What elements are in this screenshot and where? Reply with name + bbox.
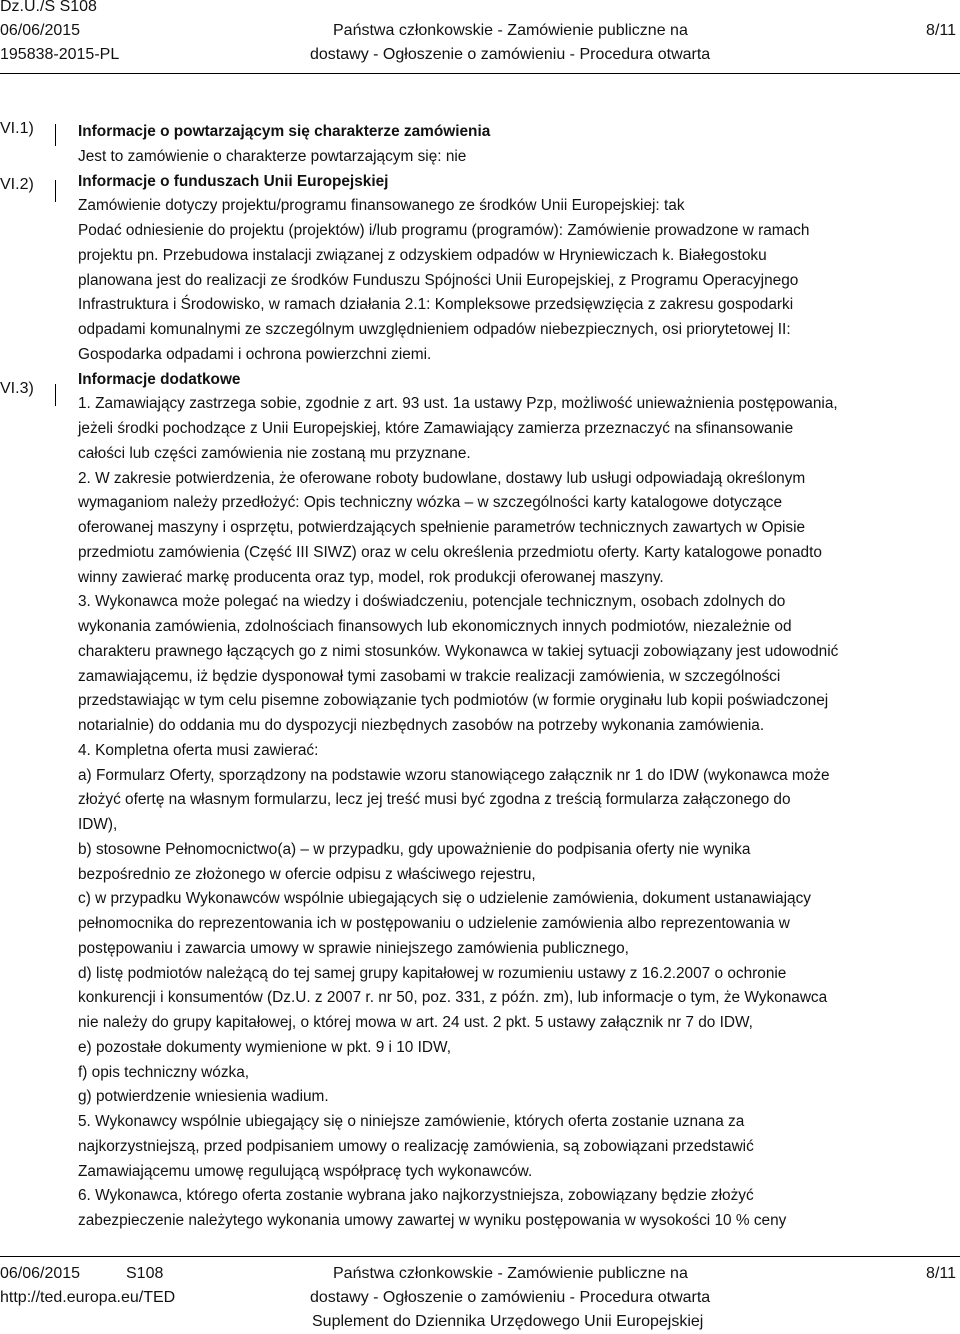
text-line: 4. Kompletna oferta musi zawierać: xyxy=(78,741,319,759)
text-line: odpadami komunalnymi ze szczególnym uwzględnieniem odpadów niebezpiecznych, osi priorytetowej II: xyxy=(78,321,791,338)
header-title-line2: dostawy - Ogłoszenie o zamówieniu - Procedura otwarta xyxy=(310,46,711,63)
text-line: f) opis techniczny wózka, xyxy=(78,1063,250,1081)
text-line: najkorzystniejszą, przed podpisaniem umowy o realizację zamówienia, są zobowiązani przedstawić xyxy=(78,1137,754,1155)
text-line: winny zawierać markę producenta oraz typ, model, rok produkcji oferowanej maszyny. xyxy=(78,568,664,586)
text-line: postępowaniu i zawarcia umowy w sprawie niniejszego zamówienia publicznego, xyxy=(78,939,629,957)
text-line: przedmiotu zamówienia (Część III SIWZ) oraz w celu określenia przedmiotu oferty. Karty katalogowe ponadto xyxy=(78,543,822,561)
text-line: wymaganiom należy przedłożyć: Opis techniczny wózka – w szczególności karty katalogowe dotyczące xyxy=(78,494,783,512)
footer-title-line1: Państwa członkowskie - Zamówienie publiczne na xyxy=(333,1265,688,1282)
text-line: e) pozostałe dokumenty wymienione w pkt. 9 i 10 IDW, xyxy=(78,1038,451,1056)
footer-title-line3: Suplement do Dziennika Urzędowego Unii Europejskiej xyxy=(312,1313,704,1330)
text-line: c) w przypadku Wykonawców wspólnie ubiegających się o udzielenie zamówienia, dokument ustanawiający xyxy=(78,890,812,908)
text-line: całości lub części zamówienia nie zostaną mu przyznane. xyxy=(78,444,471,462)
text-line: g) potwierdzenie wniesienia wadium. xyxy=(78,1088,329,1106)
header-date: 06/06/2015 xyxy=(0,22,81,39)
text-line: planowana jest do realizacji ze środków Funduszu Spójności Unii Europejskiej, z Programu Operacyjnego xyxy=(78,271,799,289)
footer-divider xyxy=(0,1256,960,1257)
text-line: konkurencji i konsumentów (Dz.U. z 2007 r. nr 50, poz. 331, z późn. zm), lub informacje o tym, że Wykonawca xyxy=(78,989,828,1007)
section-divider-vi1 xyxy=(55,124,56,146)
header-title-line1: Państwa członkowskie - Zamówienie publiczne na xyxy=(333,22,688,39)
footer-date: 06/06/2015 xyxy=(0,1265,81,1282)
text-line: Infrastruktura i Środowisko, w ramach działania 2.1: Kompleksowe przedsięwzięcia z zakresu gospodarki xyxy=(78,296,794,314)
text-line: bezpośrednio ze złożonego w ofercie odpisu z właściwego rejestru, xyxy=(78,865,536,883)
text-line: wykonania zamówienia, zdolnościach finansowych lub ekonomicznych innych podmiotów, niezależnie od xyxy=(78,618,792,635)
footer-ted-link[interactable]: http://ted.europa.eu/TED xyxy=(0,1289,176,1306)
text-line: 1. Zamawiający zastrzega sobie, zgodnie z art. 93 ust. 1a ustawy Pzp, możliwość unieważnienia postępowania, xyxy=(78,395,838,413)
footer-title-line2: dostawy - Ogłoszenie o zamówieniu - Procedura otwarta xyxy=(310,1289,711,1306)
text-line: przedstawiając w tym celu pisemne zobowiązanie tych podmiotów (w formie oryginału lub kopii poświadczonej xyxy=(78,692,829,710)
text-line: 5. Wykonawcy wspólnie ubiegający się o niniejsze zamówienie, których oferta zostanie uznana za xyxy=(78,1113,745,1130)
text-line: d) listę podmiotów należącą do tej samej grupy kapitałowej w rozumieniu ustawy z 16.2.2007 o ochronie xyxy=(78,964,787,982)
footer-series: S108 xyxy=(126,1265,164,1282)
text-line: oferowanej maszyny i osprzętu, potwierdzających spełnienie parametrów technicznych zawartych w Opisie xyxy=(78,519,806,536)
section-heading: Informacje dodatkowe xyxy=(78,370,241,388)
text-line: nie należy do grupy kapitałowej, o której mowa w art. 24 ust. 2 pkt. 5 ustawy załącznik nr 7 do IDW, xyxy=(78,1014,753,1031)
section-label-vi1: VI.1) xyxy=(0,120,34,137)
header-divider xyxy=(0,73,960,74)
text-line: b) stosowne Pełnomocnictwo(a) – w przypadku, gdy upoważnienie do podpisania oferty nie wynika xyxy=(78,840,751,858)
text-line: złożyć ofertę na własnym formularzu, lecz jej treść musi być zgodna z treścią formularza załączonego do xyxy=(78,791,791,809)
document-body xyxy=(78,120,950,1234)
section-label-vi2: VI.2) xyxy=(0,176,34,193)
text-line: Jest to zamówienie o charakterze powtarzającym się: nie xyxy=(78,147,467,165)
section-heading: Informacje o powtarzającym się charakterze zamówienia xyxy=(78,123,491,140)
section-divider-vi3 xyxy=(55,384,56,406)
text-line: zamawiającemu, iż będzie dysponował tymi zasobami w trakcie realizacji zamówienia, w szczególności xyxy=(78,667,781,685)
text-line: 2. W zakresie potwierdzenia, że oferowane roboty budowlane, dostawy lub usługi odpowiadają określonym xyxy=(78,469,806,487)
text-line: Gospodarka odpadami i ochrona powierzchni ziemi. xyxy=(78,345,432,363)
text-line: jeżeli środki pochodzące z Unii Europejskiej, które Zamawiający zamierza przeznaczyć na sfinansowanie xyxy=(78,420,794,437)
section-divider-vi2 xyxy=(55,180,56,202)
section-label-vi3: VI.3) xyxy=(0,380,34,397)
text-line: 6. Wykonawca, którego oferta zostanie wybrana jako najkorzystniejsza, zobowiązany będzie złożyć xyxy=(78,1187,754,1205)
text-line: 3. Wykonawca może polegać na wiedzy i doświadczeniu, potencjale technicznym, osobach zdolnych do xyxy=(78,593,786,611)
text-line: pełnomocnika do reprezentowania ich w postępowaniu o udzielenie zamówienia albo reprezentowania w xyxy=(78,915,790,932)
text-line: Zamówienie dotyczy projektu/programu finansowanego ze środków Unii Europejskiej: tak xyxy=(78,197,685,215)
text-line: Podać odniesienie do projektu (projektów) i/lub programu (programów): Zamówienie prowadzone w ramach xyxy=(78,222,810,239)
footer-page-number: 8/11 xyxy=(926,1265,956,1282)
header-notice-number: 195838-2015-PL xyxy=(0,46,120,63)
text-line: Zamawiającemu umowę regulującą współpracę tych wykonawców. xyxy=(78,1162,533,1180)
header-page-number: 8/11 xyxy=(926,22,956,39)
text-line: charakteru prawnego łączących go z nimi stosunków. Wykonawca w takiej sytuacji zobowiązany jest udowodnić xyxy=(78,642,839,660)
text-line: zabezpieczenie należytego wykonania umowy zawartej w wyniku postępowania w wysokości 10 % ceny xyxy=(78,1212,787,1229)
text-line: a) Formularz Oferty, sporządzony na podstawie wzoru stanowiącego załącznik nr 1 do IDW (wykonawca może xyxy=(78,766,830,784)
header-oj-reference: Dz.U./S S108 xyxy=(0,0,97,15)
text-line: IDW), xyxy=(78,816,118,833)
text-line: projektu pn. Przebudowa instalacji związanej z odzyskiem odpadów w Hryniewiczach k. Białegostoku xyxy=(78,246,767,264)
text-line: notarialnie) do oddania mu do dyspozycji niezbędnych zasobów na potrzeby wykonania zamówienia. xyxy=(78,717,765,734)
section-heading: Informacje o funduszach Unii Europejskiej xyxy=(78,172,389,190)
